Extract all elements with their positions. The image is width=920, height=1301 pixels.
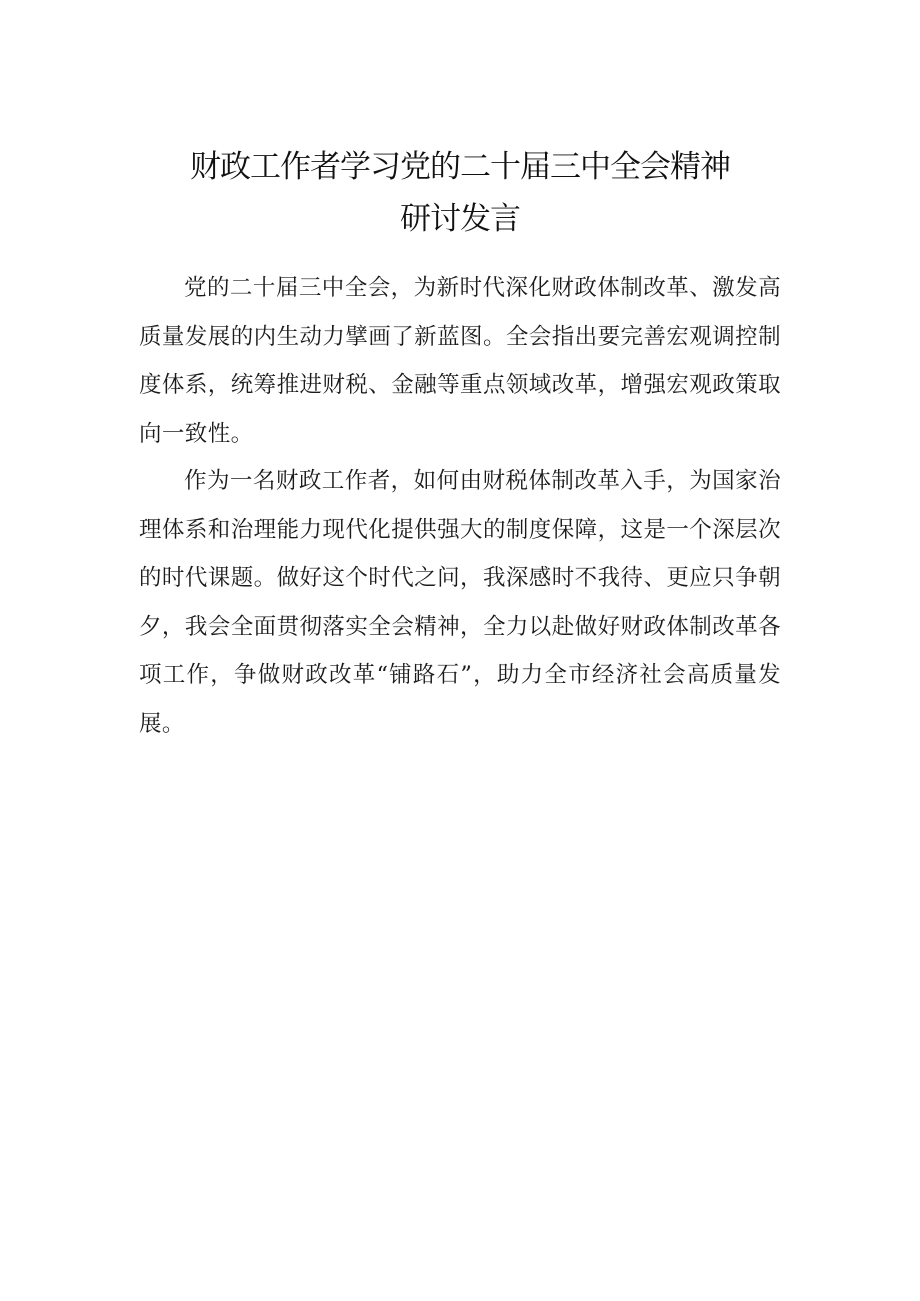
- body-paragraph-2: 作为一名财政工作者，如何由财税体制改革入手，为国家治理体系和治理能力现代化提供强大的制度保障，这是一个深层次的时代课题。做好这个时代之问，我深感时不我待、更应只争朝夕，我会全面贯彻落实全会精神，全力以赴做好财政体制改革各项工作，争做财政改革“铺路石”，助力全市经济社会高质量发展。: [139, 468, 781, 737]
- body-paragraph-1: 党的二十届三中全会，为新时代深化财政体制改革、激发高质量发展的内生动力擘画了新蓝图。全会指出要完善宏观调控制度体系，统筹推进财税、金融等重点领域改革，增强宏观政策取向一致性。: [139, 275, 781, 447]
- document-title-line-1: 财政工作者学习党的二十届三中全会精神: [190, 149, 730, 185]
- document-title-line-2: 研讨发言: [400, 201, 520, 237]
